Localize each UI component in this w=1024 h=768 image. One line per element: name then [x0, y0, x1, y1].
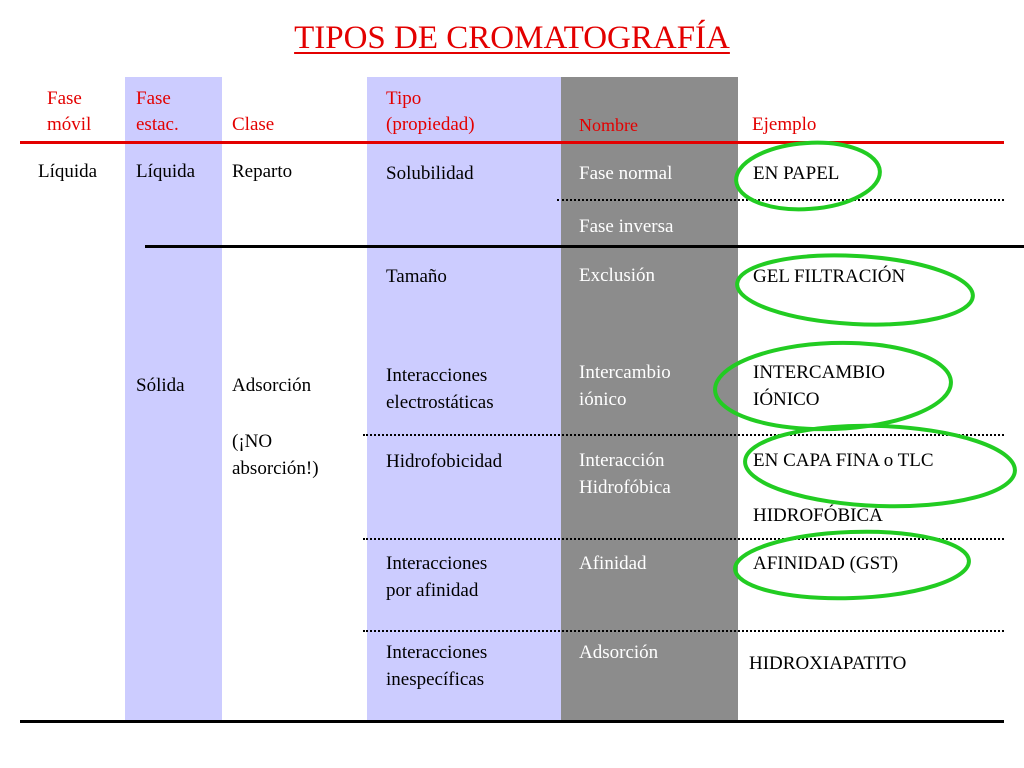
row-divider-dotted: [363, 538, 1004, 540]
cell-nombre: Interacción Hidrofóbica: [579, 450, 671, 498]
cell-tipo: Interacciones electrostáticas: [386, 365, 494, 413]
cell-tipo: Hidrofobicidad: [386, 451, 503, 472]
cell-ejemplo: AFINIDAD (GST): [753, 553, 899, 574]
cell-tipo: Solubilidad: [386, 163, 474, 184]
table-bottom-rule: [20, 720, 1004, 723]
header-fase-movil: Fase móvil: [47, 88, 92, 135]
row-divider-dotted: [363, 434, 1004, 436]
cell-ejemplo: INTERCAMBIO IÓNICO: [753, 362, 885, 410]
cell-tipo: Interacciones inespecíficas: [386, 642, 488, 690]
header-nombre: Nombre: [579, 115, 638, 135]
cell-nombre: Fase inversa: [579, 216, 674, 237]
cell-clase-reparto: Reparto: [232, 161, 293, 182]
cell-nombre: Adsorción: [579, 642, 659, 663]
cell-nombre: Afinidad: [579, 553, 647, 574]
cell-fase-estac-solida: Sólida: [136, 375, 185, 396]
header-divider: [20, 141, 1004, 144]
cell-fase-movil: Líquida: [38, 161, 98, 182]
cell-nombre: Intercambio iónico: [579, 362, 671, 410]
row-divider-dotted: [557, 199, 1004, 201]
section-divider: [145, 245, 1024, 248]
cell-ejemplo: GEL FILTRACIÓN: [753, 266, 906, 287]
cell-clase-note: (¡NO absorción!): [232, 431, 319, 479]
cell-ejemplo: HIDROFÓBICA: [753, 505, 883, 526]
highlight-circle: [735, 250, 974, 330]
cell-fase-estac-liquida: Líquida: [136, 161, 196, 182]
cell-nombre: Fase normal: [579, 163, 673, 184]
page-title: TIPOS DE CROMATOGRAFÍA: [294, 20, 730, 56]
header-tipo: Tipo (propiedad): [386, 88, 475, 135]
cell-ejemplo: EN CAPA FINA o TLC: [753, 450, 934, 471]
row-divider-dotted: [363, 630, 1004, 632]
header-clase: Clase: [232, 114, 275, 135]
cell-clase-adsorcion: Adsorción: [232, 375, 312, 396]
header-fase-estac: Fase estac.: [136, 88, 179, 135]
cell-tipo: Interacciones por afinidad: [386, 553, 488, 601]
cell-tipo: Tamaño: [386, 266, 447, 287]
cell-ejemplo: EN PAPEL: [753, 163, 840, 184]
cell-ejemplo: HIDROXIAPATITO: [749, 653, 907, 674]
cell-nombre: Exclusión: [579, 265, 655, 286]
header-ejemplo: Ejemplo: [752, 114, 817, 135]
